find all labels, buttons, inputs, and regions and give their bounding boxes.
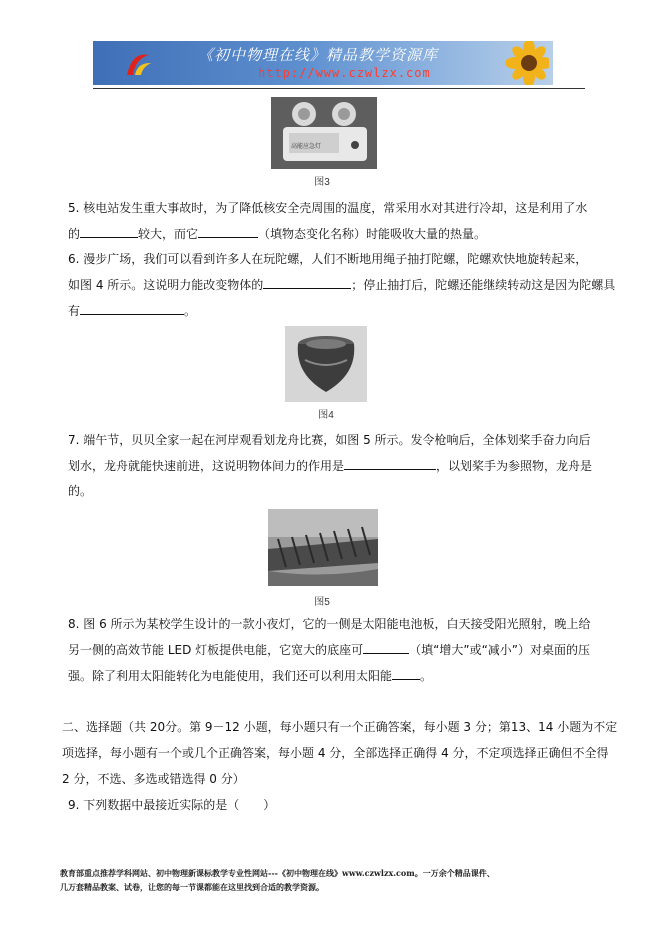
- q8-blank-1[interactable]: [363, 642, 409, 654]
- q6-text-c: 有: [68, 304, 81, 318]
- q8-blank-2[interactable]: [392, 668, 420, 680]
- figure-4-image: [285, 326, 367, 402]
- q7-line3: 的。: [68, 484, 93, 498]
- spinning-top-icon: [285, 326, 367, 402]
- banner-url[interactable]: http://www.czwlzx.com: [258, 66, 431, 80]
- q5-line1: 5. 核电站发生重大事故时，为了降低核安全壳周围的温度，常采用水对其进行冷却，这是利用了水: [68, 201, 588, 215]
- footer-line2: 几万套精品教案、试卷，让您的每一节课都能在这里找到合适的教学资源。: [60, 882, 324, 892]
- q6-blank-1[interactable]: [263, 277, 351, 289]
- q5-blank-2[interactable]: [198, 226, 258, 238]
- header-banner: [93, 41, 553, 85]
- q5-text-b: 较大，而它: [138, 227, 199, 241]
- q6-text-d: 。: [184, 304, 197, 318]
- figure-3-image: [271, 97, 377, 169]
- section2-line1: 二、选择题（共 20分。第 9－12 小题，每小题只有一个正确答案，每小题 3 分；第13、14 小题为不定: [62, 720, 618, 734]
- q5-text-c: （填物态变化名称）时能吸收大量的热量。: [258, 227, 487, 241]
- figure-3-caption: 图3: [314, 177, 330, 188]
- q7-line2: [68, 458, 592, 473]
- q7-text-a: 划水，龙舟就能快速前进，这说明物体间力的作用是: [68, 459, 345, 473]
- q7-blank-1[interactable]: [344, 458, 436, 470]
- q8-line3: [68, 668, 432, 683]
- header-rule: [93, 88, 585, 89]
- q8-text-a: 另一侧的高效节能 LED 灯板提供电能，它宽大的底座可: [68, 643, 364, 657]
- figure-5-image: [268, 509, 378, 586]
- logo-icon: [123, 49, 153, 79]
- figure-5-caption: 图5: [314, 597, 330, 608]
- banner-title: 《初中物理在线》精品教学资源库: [198, 46, 439, 64]
- sunflower-icon: [489, 41, 549, 85]
- q8-text-c: 强。除了利用太阳能转化为电能使用，我们还可以利用太阳能: [68, 669, 393, 683]
- q6-text-a: 如图 4 所示。这说明力能改变物体的: [68, 278, 264, 292]
- q7-text-b: ，以划桨手为参照物，龙舟是: [436, 459, 593, 473]
- figure-3-product-label: 高能应急灯: [291, 143, 322, 150]
- q8-line2: [68, 642, 590, 657]
- q6-text-b: ；停止抽打后，陀螺还能继续转动这是因为陀螺具: [351, 278, 616, 292]
- q8-text-d: 。: [420, 669, 433, 683]
- section2-line2: 项选择，每小题有一个或几个正确答案，每小题 4 分，全部选择正确得 4 分，不定项选择正确但不全得: [62, 746, 609, 760]
- q6-line1: 6. 漫步广场，我们可以看到许多人在玩陀螺，人们不断地用绳子抽打陀螺，陀螺欢快地旋转起来，: [68, 252, 588, 266]
- q5-line2: [68, 226, 486, 241]
- q8-line1: 8. 图 6 所示为某校学生设计的一款小夜灯，它的一侧是太阳能电池板，白天接受阳光照射，晚上给: [68, 617, 591, 631]
- q6-line2: [68, 277, 615, 292]
- q6-blank-2[interactable]: [80, 303, 184, 315]
- q7-line1: 7. 端午节，贝贝全家一起在河岸观看划龙舟比赛，如图 5 所示。发令枪响后，全体划桨手奋力向后: [68, 433, 591, 447]
- q9-line1: 9. 下列数据中最接近实际的是（ ）: [68, 798, 276, 812]
- footer: [60, 866, 620, 894]
- q6-line3: [68, 303, 196, 318]
- q5-text-a: 的: [68, 227, 81, 241]
- dragon-boat-icon: [268, 509, 378, 586]
- figure-4-caption: 图4: [318, 410, 334, 421]
- q8-text-b: （填“增大”或“减小”）对桌面的压: [409, 643, 591, 657]
- q5-blank-1[interactable]: [80, 226, 138, 238]
- section2-line3: 2 分，不选、多选或错选得 0 分）: [62, 772, 245, 786]
- footer-line1: 教育部重点推荐学科网站、初中物理新课标教学专业性网站---《初中物理在线》www.czwlzx.com。一万余个精品课件、: [60, 868, 495, 878]
- emergency-light-icon: [271, 97, 377, 169]
